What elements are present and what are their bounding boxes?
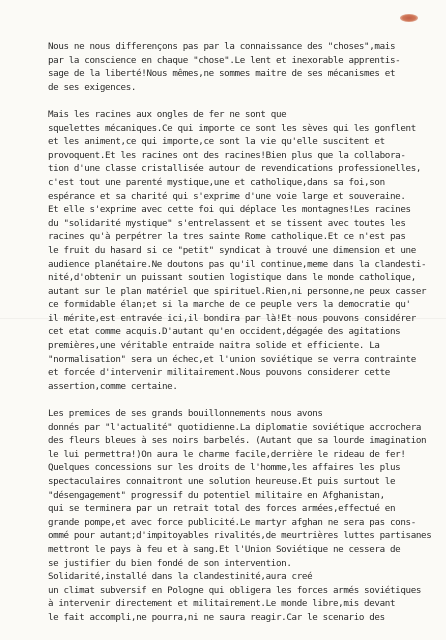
text-line: squelettes mécaniques.Ce qui importe ce sont les sèves qui les gonflent [48,122,416,134]
text-line: assertion,comme certaine. [48,380,178,392]
text-line: Quelques concessions sur les droits de l'homme,les affaires les plus [48,462,401,474]
text-line: tion d'une classe cristallisée autour de revendications professionelles, [48,163,422,175]
text-line: ommé pour autant;d'impitoyables rivalités,de meurtrières luttes partisanes [48,530,432,542]
text-line: et les animent,ce qui importe,ce sont la vie qu'elle suscitent et [48,136,385,148]
text-line: cet etat comme acquis.D'autant qu'en occident,dégagée des agitations [48,326,401,338]
text-line: un climat subversif en Pologne qui obligera les forces armés soviétiques [48,584,422,596]
text-line: se justifier du bien fondé de son intervention. [48,557,292,569]
ink-stain [400,14,418,22]
text-line: par la conscience en chaque "chose".Le lent et inexorable apprentis- [48,54,401,66]
text-line: Nous ne nous differençons pas par la connaissance des "choses",mais [48,41,396,52]
text-line: sage de la liberté!Nous mêmes,ne sommes maitre de ses mécanismes et [48,68,396,80]
text-line: ce formidable élan;et si la marche de ce peuple vers la democratie qu' [48,299,411,311]
text-line: mettront le pays à feu et à sang.Et l'Union Soviétique ne cessera de [48,543,401,555]
text-line: et forcée d'intervenir militairement.Nous pouvons considerer cette [48,367,390,379]
paragraph-gap [48,393,422,407]
text-line: provoquent.Et les racines ont des racines!Bien plus que la collabora- [48,149,406,161]
text-line: racines qu'à perpétrer la tres sainte Rome catholique.Et ce n'est pas [48,231,406,243]
text-line: audience planétaire.Ne doutons pas qu'il continue,meme dans la clandesti- [48,258,427,270]
text-line: premières,une véritable entraide naitra solide et efficiente. La [48,340,380,352]
text-line: le fruit du hasard si ce "petit" syndicat à trouvé une dimension et une [48,244,416,256]
paragraph-gap [48,94,422,108]
text-line: donnés par "l'actualité" quotidienne.La diplomatie soviétique accrochera [48,421,422,433]
text-line: nité,d'obtenir un puissant soutien logistique dans le monde catholique, [48,272,416,284]
text-line: grande pompe,et avec force publicité.Le martyr afghan ne sera pas cons- [48,516,416,528]
text-line: c'est tout une parenté mystique,une et catholique,dans sa foi,son [48,176,385,188]
text-line: des fleurs bleues à ses noirs barbelés. (Autant que sa lourde imagination [48,435,427,447]
text-line: à intervenir directement et militairement.Le monde libre,mis devant [48,598,396,610]
text-line: espérance et sa charité qui s'exprime d'une voie large et souveraine. [48,190,406,202]
text-line: de ses exigences. [48,81,137,93]
typewritten-text [48,40,432,625]
text-line: Et elle s'exprime avec cette foi qui déplace les montagnes!Les racines [48,204,411,216]
text-line: Solidarité,installé dans la clandestinité,aura creé [48,571,313,583]
text-line: autant sur le plan matériel que spirituel.Rien,ni personne,ne peux casser [48,285,427,297]
text-line: qui se terminera par un retrait total des forces armées,effectué en [48,503,396,515]
text-line: il mérite,est entravée ici,il bondira par là!Et nous pouvons considérer [48,312,416,324]
text-line: le fait accompli,ne pourra,ni ne saura reagir.Car le scenario des [48,611,385,623]
text-line: "désengagement" progressif du potentiel militaire en Afghanistan, [48,489,385,501]
text-line: Mais les racines aux ongles de fer ne sont que [48,108,287,120]
text-line: spectaculaires connaitront une solution heureuse.Et puis surtout le [48,476,396,487]
text-line: le lui permettra!)On aura le charme facile,derrière le rideau de fer! [48,448,406,460]
text-line: du "solidarité mystique" s'entrelassent et se tissent avec toutes les [48,217,406,229]
text-line: Les premices de ses grands bouillonnements nous avons [48,408,323,420]
text-line: "normalisation" sera un échec,et l'union soviétique se verra contrainte [48,353,416,365]
